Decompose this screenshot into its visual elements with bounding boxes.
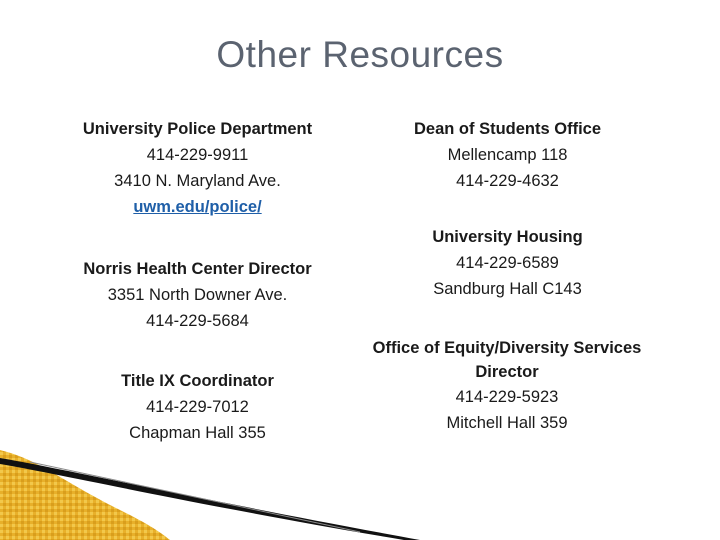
contact-address: 3351 North Downer Ave. <box>107 286 288 304</box>
contact-equity-diversity-services <box>352 336 662 436</box>
contact-heading-line: Office of Equity/Diversity Services <box>372 339 642 357</box>
contact-heading: University Police Department <box>82 120 313 138</box>
contact-university-housing <box>370 224 645 302</box>
contact-phone: 414-229-9911 <box>146 146 249 164</box>
contact-university-police <box>60 116 335 220</box>
page-title: Other Resources <box>216 34 504 75</box>
contact-heading: Norris Health Center Director <box>83 260 312 278</box>
decorative-swoosh <box>0 440 720 540</box>
contact-title-ix-coordinator <box>60 368 335 446</box>
contact-phone: 414-229-7012 <box>146 398 249 416</box>
contact-location: Sandburg Hall C143 <box>433 280 582 298</box>
contact-phone: 414-229-4632 <box>456 172 559 190</box>
contact-heading: University Housing <box>432 228 583 246</box>
contact-dean-of-students <box>370 116 645 194</box>
contact-location: Chapman Hall 355 <box>129 424 266 442</box>
contact-heading: Title IX Coordinator <box>121 372 274 390</box>
contact-phone: 414-229-5923 <box>455 388 559 406</box>
contact-heading-line: Director <box>475 363 539 381</box>
contact-phone: 414-229-5684 <box>146 312 249 330</box>
contact-phone: 414-229-6589 <box>456 254 559 272</box>
police-website-link[interactable]: uwm.edu/police/ <box>133 198 262 216</box>
contact-heading: Dean of Students Office <box>413 120 602 138</box>
contact-norris-health-center <box>60 256 335 334</box>
contact-location: Mitchell Hall 359 <box>446 414 568 432</box>
contact-address: 3410 N. Maryland Ave. <box>114 172 281 190</box>
contact-location: Mellencamp 118 <box>447 146 568 164</box>
